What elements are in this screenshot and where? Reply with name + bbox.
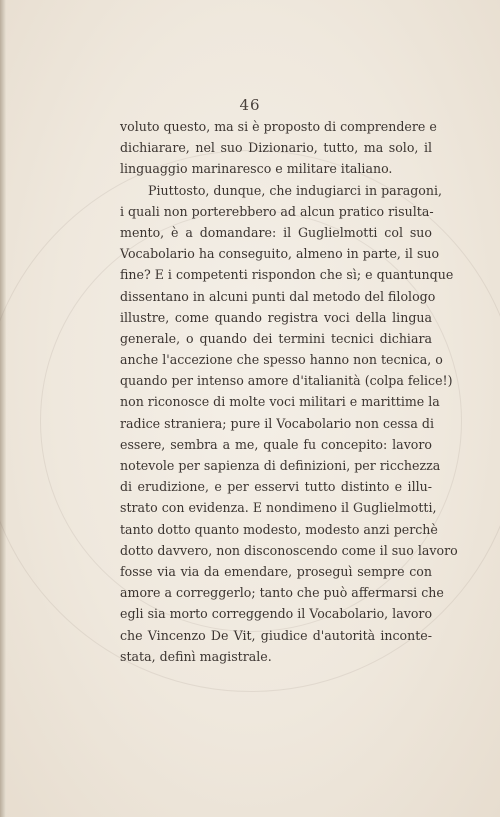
text-line: anche l'accezione che spesso hanno non tecnica, o [120,352,443,368]
text-line: i quali non porterebbero ad alcun pratico risulta- [120,203,434,219]
text-line: che Vincenzo De Vit, giudice d'autorità inconte- [120,627,432,643]
text-line: mento, è a domandare: il Guglielmotti col suo [120,224,432,240]
text-line: essere, sembra a me, quale fu concepito: lavoro [120,436,432,452]
text-line: tanto dotto quanto modesto, modesto anzi perchè [120,521,438,537]
text-line: Piuttosto, dunque, che indugiarci in paragoni, [148,182,443,198]
body-text [120,116,458,667]
text-line: strato con evidenza. E nondimeno il Guglielmotti, [120,500,437,516]
text-line: amore a correggerlo; tanto che può affermarsi che [120,585,444,601]
text-line: fosse via via da emendare, proseguì sempre con [120,563,432,579]
text-line: egli sia morto correggendo il Vocabolario, lavoro [120,606,433,622]
text-line: di erudizione, e per esservi tutto distinto e illu- [120,479,432,495]
text-line: stata, definì magistrale. [120,648,272,664]
text-line: voluto questo, ma si è proposto di comprendere e [120,119,437,134]
text-line: Vocabolario ha conseguito, almeno in parte, il suo [120,246,440,262]
page-number: 46 [239,96,261,114]
text-line: linguaggio marinaresco e militare italiano. [120,161,393,177]
text-line: non riconosce di molte voci militari e marittime la [120,394,440,410]
text-line: radice straniera; pure il Vocabolario non cessa di [120,415,434,431]
text-line: generale, o quando dei termini tecnici dichiara [120,330,432,346]
text-line: quando per intenso amore d'italianità (colpa felice!) [120,373,453,389]
text-line: fine? E i competenti rispondon che sì; e quantunque [120,267,454,283]
text-line: illustre, come quando registra voci della lingua [120,309,432,325]
text-line: dichiarare, nel suo Dizionario, tutto, ma solo, il [120,140,432,156]
text-line: dissentano in alcuni punti dal metodo del filologo [120,288,436,304]
text-line: notevole per sapienza di definizioni, per ricchezza [120,458,441,473]
text-line: dotto davvero, non disconoscendo come il suo lavoro [120,542,458,558]
